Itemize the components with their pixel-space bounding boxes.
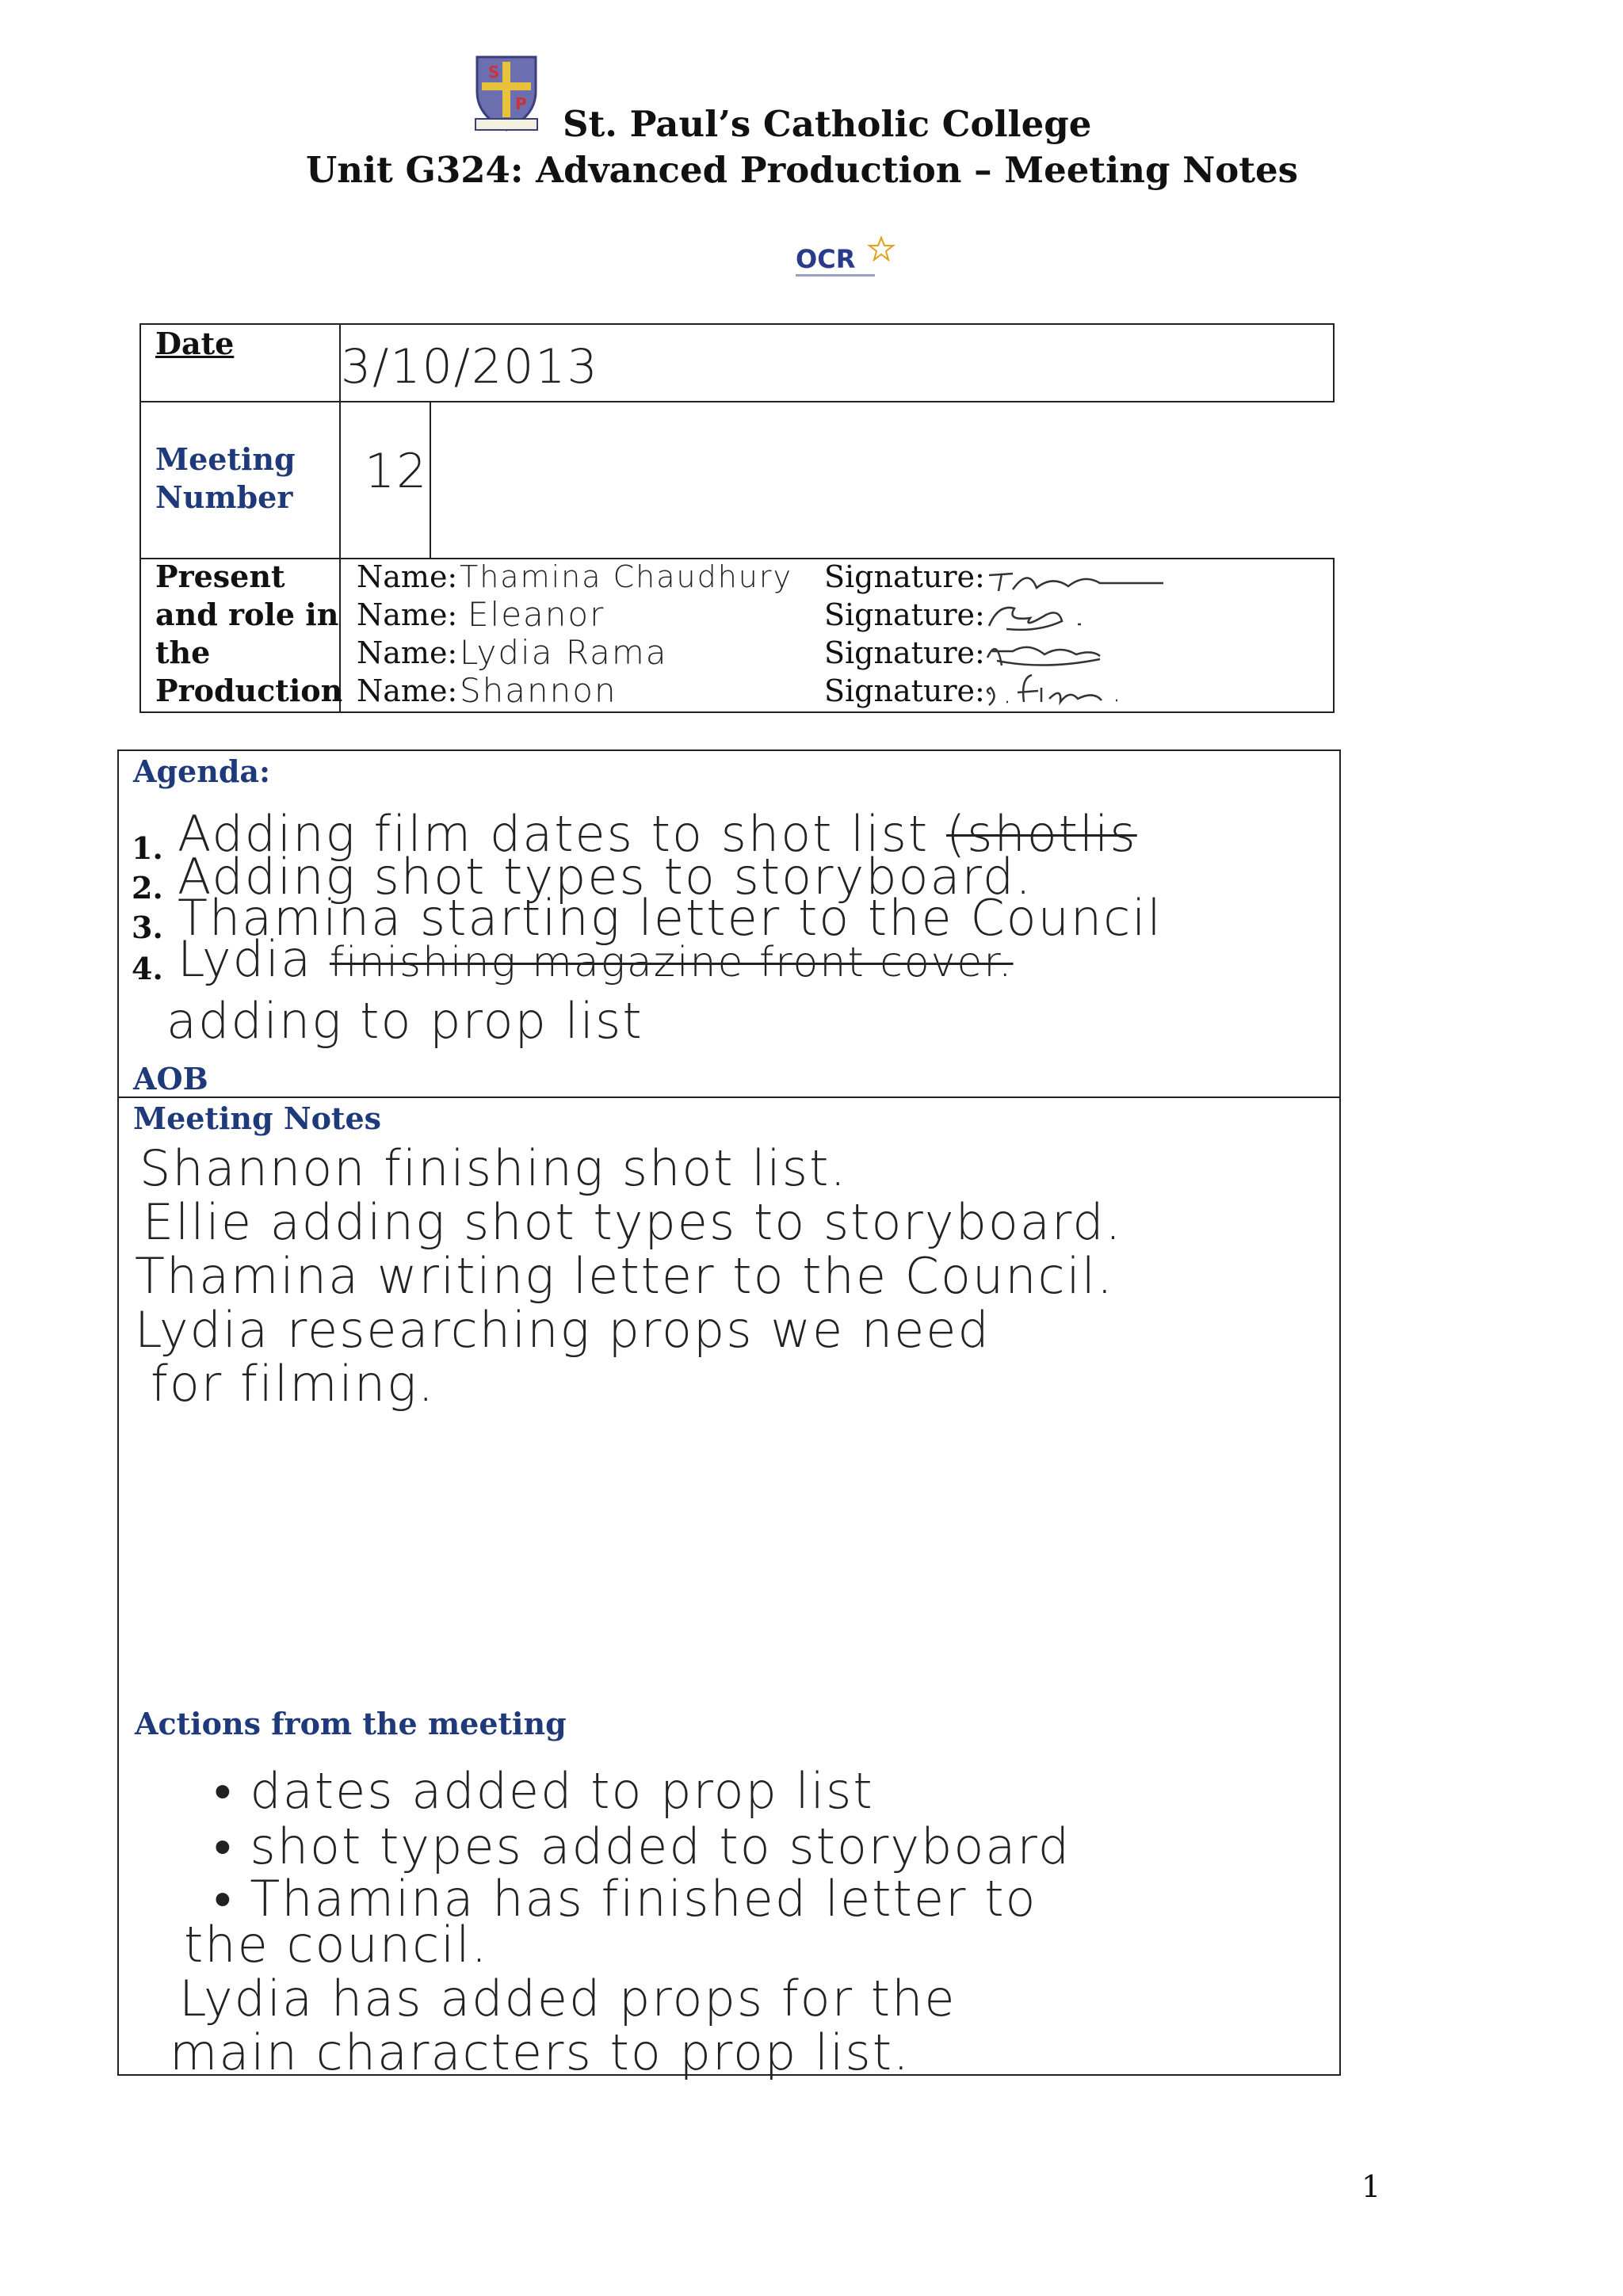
actions-label: Actions from the meeting: [135, 1706, 567, 1741]
notes-line-1: Shannon finishing shot list.: [139, 1139, 848, 1197]
agenda-item-3: Thamina starting letter to the Council: [178, 889, 1163, 947]
ocr-logo: [792, 235, 903, 282]
date-label: Date: [155, 326, 235, 361]
agenda-label: Agenda:: [133, 753, 271, 789]
agenda-num-3: 3.: [132, 910, 163, 945]
document-title: Unit G324: Advanced Production – Meeting Notes: [306, 149, 1299, 191]
name-label-2: Name:: [357, 597, 458, 632]
actions-line-4: the council.: [184, 1916, 489, 1974]
meeting-notes-label: Meeting Notes: [133, 1100, 382, 1136]
signature-label-2: Signature:: [824, 597, 985, 632]
notes-line-5: for filming.: [151, 1355, 436, 1413]
agenda-item-1-struck: (shotlis: [945, 805, 1137, 863]
meeting-number-value: 12: [365, 444, 429, 499]
notes-line-3: Thamina writing letter to the Council.: [135, 1247, 1114, 1305]
name-label-3: Name:: [357, 635, 458, 670]
actions-line-1: • dates added to prop list: [214, 1762, 874, 1820]
actions-line-5: Lydia has added props for the: [179, 1970, 957, 2027]
signature-label-3: Signature:: [824, 635, 985, 670]
signature-label-4: Signature:: [824, 673, 985, 708]
present-label-3: the: [155, 635, 211, 670]
college-crest-logo: [472, 54, 540, 133]
meeting-number-label-1: Meeting: [155, 441, 296, 477]
present-label-2: and role in: [155, 597, 339, 632]
notes-line-2: Ellie adding shot types to storyboard.: [143, 1193, 1123, 1251]
aob-label: AOB: [133, 1061, 208, 1097]
crest-letter-p: P: [515, 94, 527, 113]
person-name-1: Thamina Chaudhury: [460, 559, 792, 594]
crest-letter-s: S: [488, 63, 500, 82]
notes-line-4: Lydia researching props we need: [135, 1301, 991, 1359]
person-name-2: Eleanor: [468, 595, 605, 634]
present-label-1: Present: [155, 559, 285, 594]
actions-line-3: • Thamina has finished letter to: [214, 1870, 1037, 1928]
actions-line-6: main characters to prop list.: [170, 2023, 911, 2081]
person-name-4: Shannon: [460, 671, 617, 710]
signature-2: [983, 597, 1102, 635]
agenda-item-4: [178, 932, 1014, 990]
signature-3: [981, 634, 1108, 672]
signature-1: [981, 559, 1171, 597]
agenda-item-1-text: Adding film dates to shot list: [178, 805, 930, 863]
date-row: [139, 323, 1335, 402]
svg-text:OCR: OCR: [796, 244, 856, 274]
agenda-num-4: 4.: [132, 951, 163, 986]
agenda-item-4-text: Lydia: [178, 930, 313, 988]
agenda-continuation: adding to prop list: [166, 992, 643, 1050]
person-name-3: Lydia Rama: [460, 633, 668, 672]
agenda-item-4-struck: finishing magazine front cover.: [329, 939, 1014, 986]
page-number: 1: [1361, 2169, 1381, 2204]
name-label-1: Name:: [357, 559, 458, 594]
name-label-4: Name:: [357, 673, 458, 708]
signature-label-1: Signature:: [824, 559, 985, 594]
signature-4: [983, 670, 1189, 715]
actions-line-2: • shot types added to storyboard: [214, 1817, 1071, 1875]
present-label-4: Production: [155, 673, 343, 708]
agenda-item-2: Adding shot types to storyboard.: [178, 848, 1033, 906]
agenda-num-1: 1.: [132, 830, 163, 866]
school-name: St. Paul’s Catholic College: [563, 103, 1092, 145]
meeting-number-label-2: Number: [155, 479, 293, 515]
date-value: 3/10/2013: [341, 339, 599, 395]
agenda-num-2: 2.: [132, 870, 163, 906]
